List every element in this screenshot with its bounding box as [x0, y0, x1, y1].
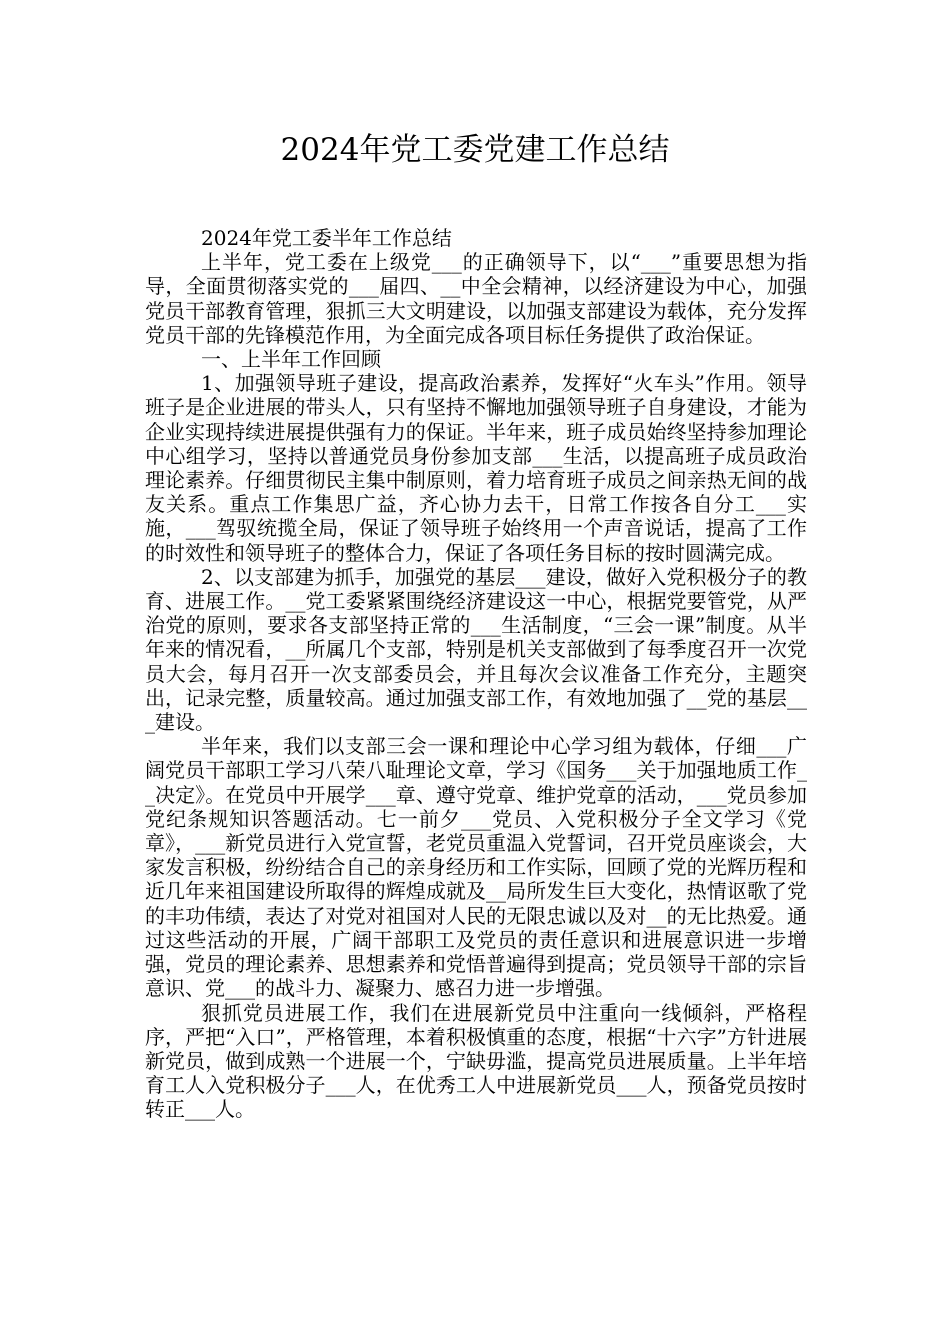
document-body: [145, 226, 807, 1122]
paragraph-intro: 上半年，党工委在上级党___的正确领导下，以“___”重要思想为指导，全面贯彻落实党的___届四、__中全会精神，以经济建设为中心，加强党员干部教育管理，狠抓三大文明建设，以加强支部建设为载体，充分发挥党员干部的先锋模范作用，为全面完成各项目标任务提供了政治保证。: [145, 250, 807, 347]
section-heading-review: 一、上半年工作回顾: [201, 347, 381, 372]
paragraph-member-development: 狠抓党员进展工作，我们在进展新党员中注重向一线倾斜，严格程序，严把“入口”，严格管理，本着积极慎重的态度，根据“十六字”方针进展新党员，做到成熟一个进展一个，宁缺毋滥，提高党员进展质量。上半年培育工人入党积极分子___人，在优秀工人中进展新党员___人，预备党员按时转正___人。: [145, 1000, 807, 1122]
paragraph-subtitle: 2024年党工委半年工作总结: [201, 226, 452, 250]
paragraph-leadership: 1、加强领导班子建设，提高政治素养，发挥好“火车头”作用。领导班子是企业进展的带头人，只有坚持不懈地加强领导班子自身建设，才能为企业实现持续进展提供强有力的保证。半年来，班子成员始终坚持参加理论中心组学习，坚持以普通党员身份参加支部___生活，以提高班子成员政治理论素养。仔细贯彻民主集中制原则，着力培育班子成员之间亲热无间的战友关系。重点工作集思广益，齐心协力去干，日常工作按各自分工___实施，___驾驭统揽全局，保证了领导班子始终用一个声音说话，提高了工作的时效性和领导班子的整体合力，保证了各项任务目标的按时圆满完成。: [145, 371, 807, 565]
paragraph-study-activities: 半年来，我们以支部三会一课和理论中心学习组为载体，仔细___广阔党员干部职工学习八荣八耻理论文章，学习《国务___关于加强地质工作__决定》。在党员中开展学___章、遵守党章、维护党章的活动，___党员参加党纪条规知识答题活动。七一前夕___党员、入党积极分子全文学习《党章》，___新党员进行入党宣誓，老党员重温入党誓词，召开党员座谈会，大家发言积极，纷纷结合自己的亲身经历和工作实际，回顾了党的光辉历程和近几年来祖国建设所取得的辉煌成就及__局所发生巨大变化，热情讴歌了党的丰功伟绩，表达了对党对祖国对人民的无限忠诚以及对__的无比热爱。通过这些活动的开展，广阔干部职工及党员的责任意识和进展意识进一步增强，党员的理论素养、思想素养和党悟普遍得到提高；党员领导干部的宗旨意识、党___的战斗力、凝聚力、感召力进一步增强。: [145, 734, 807, 1001]
document-title: 2024年党工委党建工作总结: [280, 132, 670, 168]
paragraph-branch-building: 2、以支部建为抓手，加强党的基层___建设，做好入党积极分子的教育、进展工作。__党工委紧紧围绕经济建设这一中心，根据党要管党，从严治党的原则，要求各支部坚持正常的___生活制度，“三会一课”制度。从半年来的情况看，__所属几个支部，特别是机关支部做到了每季度召开一次党员大会，每月召开一次支部委员会，并且每次会议准备工作充分，主题突出，记录完整，质量较高。通过加强支部工作，有效地加强了__党的基层___建设。: [145, 564, 807, 735]
